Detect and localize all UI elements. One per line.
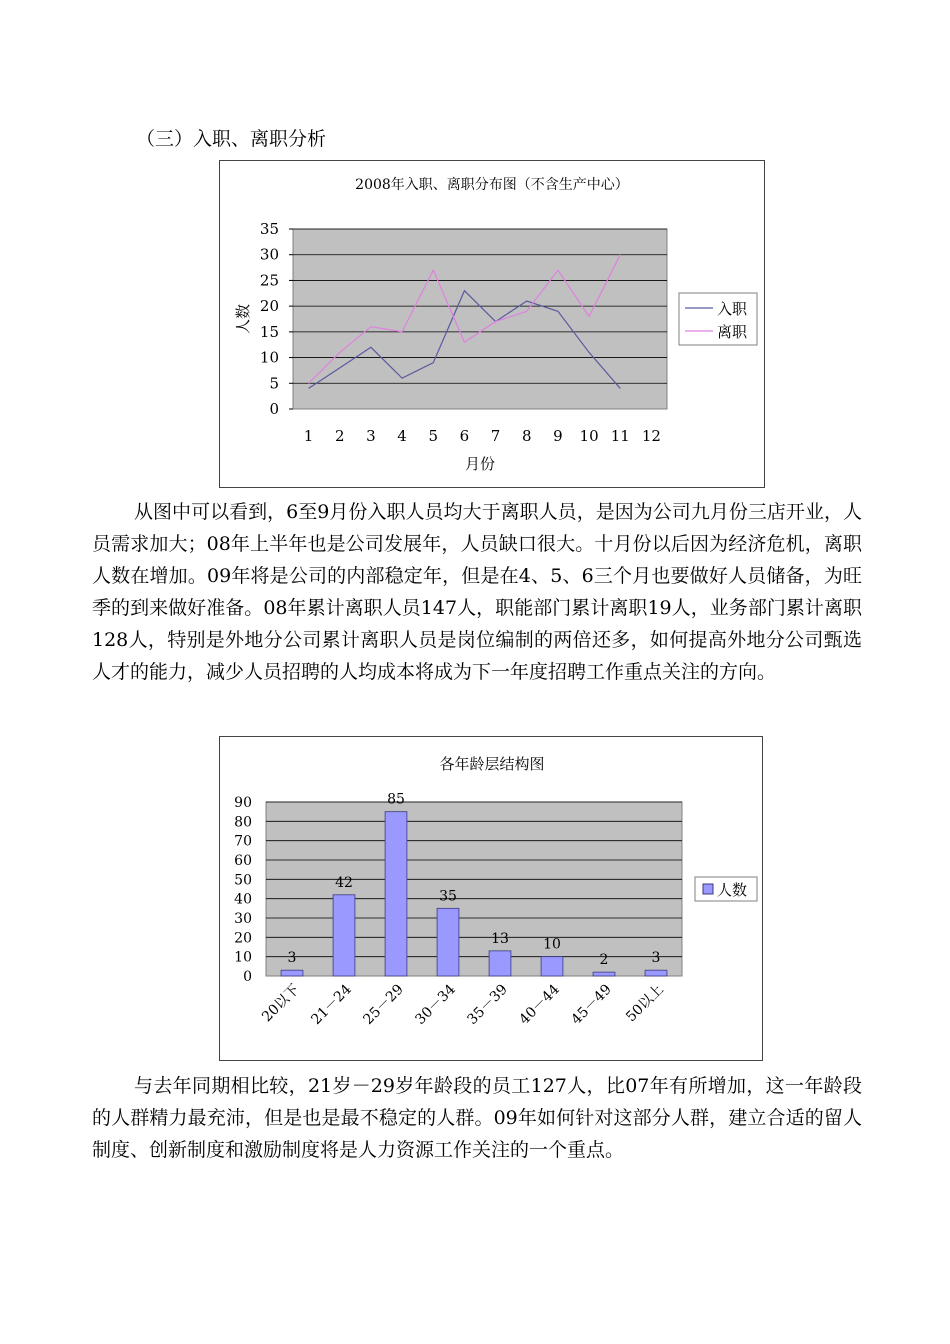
chart2-legend-label: 人数 [717,881,748,899]
chart1-x-tick-label: 10 [579,427,599,445]
chart2-x-tick-label: 30－34 [412,981,459,1028]
chart1-y-axis-label: 人数 [234,303,252,335]
chart2-y-tick-label: 80 [234,814,252,831]
paragraph-age-analysis: 与去年同期相比较，21岁－29岁年龄段的员工127人，比07年有所增加，这一年龄段的人群精力最充沛，但是也是最不稳定的人群。09年如何针对这部分人群，建立合适的留人制度、创新制度和激励制度将是人力资源工作关注的一个重点。 [92,1075,862,1161]
chart1-x-tick-label: 12 [641,427,661,445]
chart1-y-tick-label: 0 [269,400,279,418]
chart2-data-label: 42 [335,874,353,891]
chart2-plot-area [266,802,682,976]
chart2-data-label: 10 [543,936,561,953]
chart2-y-tick-label: 0 [243,969,252,985]
chart1-y-tick-label: 25 [259,271,279,290]
chart2-bar [593,972,615,976]
chart2-legend-swatch [703,884,713,894]
chart1-x-tick-label: 9 [553,427,563,445]
chart1-y-tick-label: 30 [259,245,279,264]
chart1-x-tick-label: 8 [521,427,532,445]
chart2-bar [333,895,355,976]
chart1-x-tick-label: 11 [610,427,630,445]
chart1-y-tick-label: 10 [259,348,279,367]
chart2-data-label: 35 [439,888,457,905]
chart1-legend-label: 离职 [717,323,748,341]
chart1-y-tick-label: 15 [259,322,279,341]
chart1-x-tick-label: 1 [303,427,314,445]
chart2-data-label: 13 [491,930,509,947]
chart1-x-tick-label: 4 [397,427,407,445]
chart2-y-tick-label: 10 [234,949,252,966]
chart1-x-tick-label: 3 [366,427,376,445]
chart2-x-tick-label: 20以下 [259,981,303,1026]
chart2-x-tick-label: 35－39 [464,981,511,1028]
chart2-x-tick-label: 21－24 [308,981,355,1028]
bar-chart [220,737,762,1060]
chart2-x-tick-label: 40－44 [516,981,563,1028]
chart2-x-tick-label: 50以上 [623,981,667,1026]
line-chart [220,161,764,487]
chart1-y-tick-label: 5 [269,374,279,393]
chart2-bar [281,970,303,976]
chart2-bar [489,951,511,976]
chart2-y-tick-label: 30 [234,911,252,927]
chart2-y-tick-label: 50 [234,872,252,889]
chart1-y-tick-label: 35 [259,220,279,238]
paragraph-turnover-analysis: 从图中可以看到，6至9月份入职人员均大于离职人员，是因为公司九月份三店开业，人员需求加大；08年上半年也是公司发展年，人员缺口很大。十月份以后因为经济危机，离职人数在增加。09年将是公司的内部稳定年，但是在4、5、6三个月也要做好人员储备，为旺季的到来做好准备。08年累计离职人员147人，职能部门累计离职19人，业务部门累计离职128人，特别是外地分公司累计离职人员是岗位编制的两倍还多，如何提高外地分公司甄选人才的能力，减少人员招聘的人均成本将成为下一年度招聘工作重点关注的方向。 [92,501,862,683]
chart1-x-tick-label: 2 [334,427,345,445]
chart2-bar [541,957,563,976]
chart1-x-tick-label: 5 [428,427,439,445]
chart2-data-label: 85 [387,791,405,808]
chart2-bar [645,970,667,976]
chart1-x-axis-label: 月份 [464,455,496,473]
bar-chart-frame [219,736,763,1061]
chart2-y-tick-label: 90 [234,795,252,811]
chart2-title: 各年龄层结构图 [439,755,545,773]
chart1-plot-area [293,229,667,409]
chart2-y-tick-label: 40 [234,891,252,908]
chart2-bar [385,812,407,976]
chart1-x-tick-label: 7 [490,427,501,445]
chart2-y-tick-label: 60 [234,853,252,869]
chart2-data-label: 3 [651,950,661,967]
chart2-x-tick-label: 45－49 [568,981,615,1028]
chart2-x-tick-label: 25－29 [360,981,407,1028]
chart1-title: 2008年入职、离职分布图（不含生产中心） [355,177,629,193]
chart1-y-tick-label: 20 [259,297,279,316]
chart2-data-label: 3 [287,950,297,967]
line-chart-frame [219,160,765,488]
section-heading: （三）入职、离职分析 [136,128,327,150]
chart2-y-tick-label: 70 [234,833,252,850]
chart1-legend-label: 入职 [717,300,748,318]
chart2-data-label: 2 [599,952,609,969]
chart1-x-tick-label: 6 [459,427,470,445]
chart2-bar [437,908,459,976]
chart2-y-tick-label: 20 [234,930,252,947]
